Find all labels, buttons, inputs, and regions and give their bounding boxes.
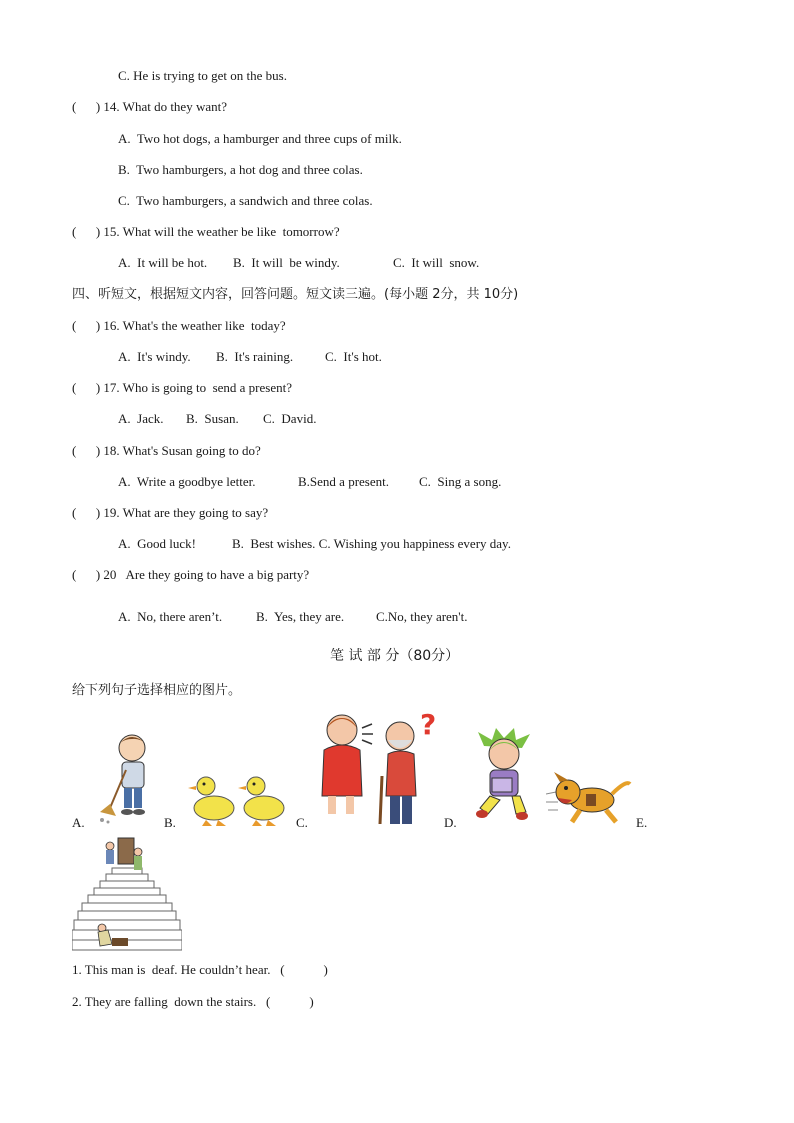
question-20-stem: ( ) 20 Are they going to have a big party? xyxy=(72,567,310,582)
picture-question-2: 2. They are falling down the stairs. ( ) xyxy=(72,994,314,1009)
picture-label-a: A. xyxy=(72,815,85,830)
picture-question-1: 1. This man is deaf. He couldn’t hear. ( ) xyxy=(72,962,328,977)
question-14-stem: ( ) 14. What do they want? xyxy=(72,99,227,114)
question-15-option-b: B. It will be windy. xyxy=(233,255,340,270)
question-19-option-a: A. Good luck! xyxy=(118,536,196,551)
question-17-stem: ( ) 17. Who is going to send a present? xyxy=(72,380,292,395)
question-20-option-c: C.No, they aren't. xyxy=(376,609,468,624)
question-15-option-a: A. It will be hot. xyxy=(118,255,208,270)
question-19-option-b: B. Best wishes. C. Wishing you happiness every day. xyxy=(232,536,511,551)
question-18-option-a: A. Write a goodbye letter. xyxy=(118,474,256,489)
question-17-option-c: C. David. xyxy=(263,411,317,426)
question-13-option-c: C. He is trying to get on the bus. xyxy=(118,68,287,83)
picture-label-e: E. xyxy=(636,815,648,830)
picture-label-c: C. xyxy=(296,815,308,830)
question-16-option-b: B. It's raining. xyxy=(216,349,294,364)
deaf-old-man-icon xyxy=(316,706,440,828)
question-16-stem: ( ) 16. What's the weather like today? xyxy=(72,318,286,333)
question-20-option-a: A. No, there aren’t. xyxy=(118,609,223,624)
question-14-option-c: C. Two hamburgers, a sandwich and three colas. xyxy=(118,193,373,208)
question-18-stem: ( ) 18. What's Susan going to do? xyxy=(72,443,261,458)
question-14-option-b: B. Two hamburgers, a hot dog and three colas. xyxy=(118,162,363,177)
question-14-option-a: A. Two hot dogs, a hamburger and three cups of milk. xyxy=(118,131,402,146)
question-16-option-a: A. It's windy. xyxy=(118,349,191,364)
question-16-option-c: C. It's hot. xyxy=(325,349,382,364)
question-15-option-c: C. It will snow. xyxy=(393,255,480,270)
picture-label-b: B. xyxy=(164,815,176,830)
question-18-option-c: C. Sing a song. xyxy=(419,474,502,489)
question-20-option-b: B. Yes, they are. xyxy=(256,609,345,624)
question-17-option-b: B. Susan. xyxy=(186,411,239,426)
falling-stairs-icon xyxy=(72,834,182,952)
question-19-stem: ( ) 19. What are they going to say? xyxy=(72,505,269,520)
question-17-option-a: A. Jack. xyxy=(118,411,164,426)
picture-instruction: 给下列句子选择相应的图片。 xyxy=(72,683,242,698)
question-18-option-b: B.Send a present. xyxy=(298,474,389,489)
picture-label-d: D. xyxy=(444,815,457,830)
two-ducks-icon xyxy=(186,770,286,830)
question-15-stem: ( ) 15. What will the weather be like tomorrow? xyxy=(72,224,340,239)
running-dog-icon xyxy=(546,770,632,826)
section-4-title: 四、听短文，根据短文内容，回答问题。短文读三遍。(每小题 2分，共 10分) xyxy=(72,287,519,302)
boy-sweeping-icon xyxy=(96,730,154,828)
boy-reading-icon xyxy=(472,726,536,822)
written-part-title: 笔 试 部 分（80分） xyxy=(330,648,460,664)
svg-text:?: ? xyxy=(420,708,437,741)
